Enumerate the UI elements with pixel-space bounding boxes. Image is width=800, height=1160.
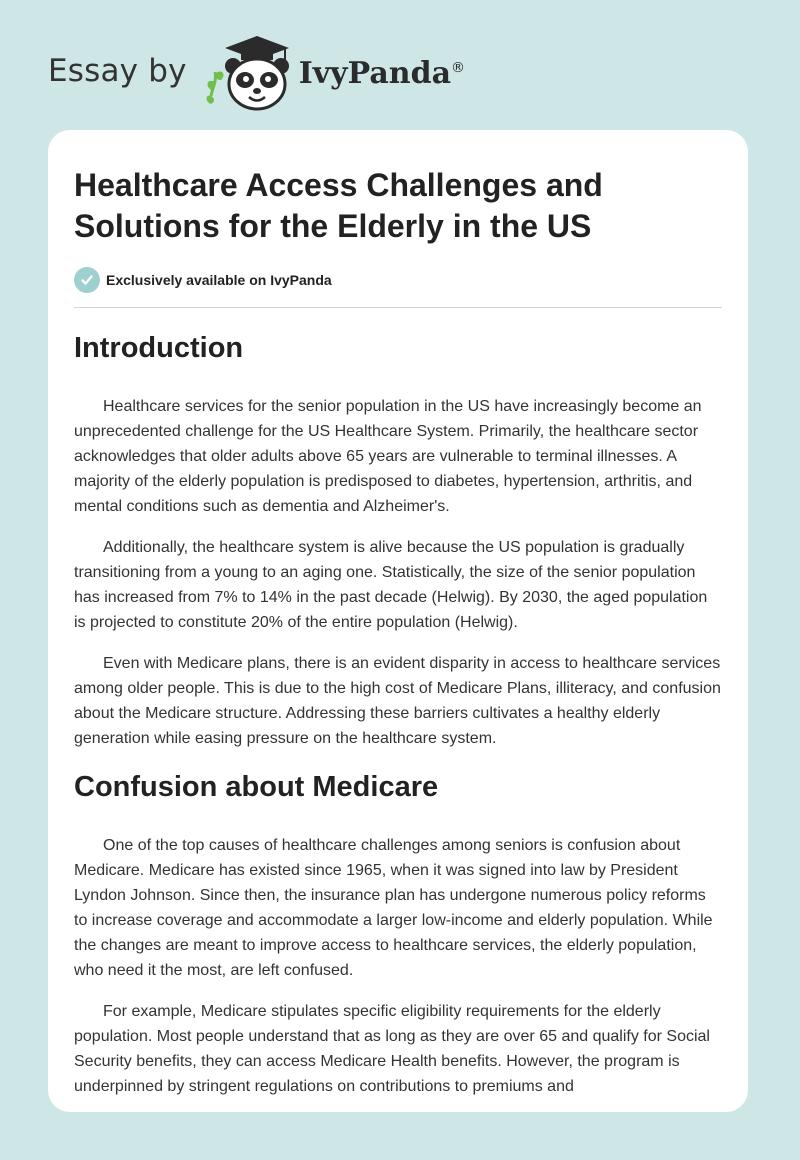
paragraph: Healthcare services for the senior population in the US have increasingly become an unprecedented challenge for the US Healthcare System. Primarily, the healthcare sector acknowledges that older adults above 65 years are vulnerable to terminal illnesses. A majority of the elderly population is predisposed to diabetes, hypertension, arthritis, and mental conditions such as dementia and Alzheimer's. [74, 398, 702, 515]
panda-logo-icon[interactable] [201, 34, 293, 114]
exclusive-badge [74, 267, 722, 293]
page-title [74, 165, 722, 247]
brand-text: IvyPanda [298, 55, 452, 91]
essay-by-label: Essay by [48, 53, 187, 89]
exclusive-label: Exclusively available on IvyPanda [106, 272, 332, 288]
registered-mark: ® [451, 59, 466, 76]
divider [74, 307, 722, 308]
paragraph: Even with Medicare plans, there is an evident disparity in access to healthcare services among older people. This is due to the high cost of Medicare Plans, illiteracy, and confusion about the Medicare structure. Addressing these barriers cultivates a healthy elderly generation while easing pressure on the healthcare system. [74, 655, 721, 747]
paragraph: For example, Medicare stipulates specific eligibility requirements for the elderly population. Most people understand that as long as they are over 65 and qualify for Social Security benefits, they can access Medicare Health benefits. However, the program is underpinned by stringent regulations on contributions to premiums and [74, 1003, 710, 1095]
site-header [48, 34, 465, 114]
title-line-1: Healthcare Access Challenges and [74, 167, 603, 203]
title-line-2: Solutions for the Elderly in the US [74, 208, 592, 244]
section-heading-introduction: Introduction [74, 332, 244, 364]
paragraph: Additionally, the healthcare system is alive because the US population is gradually transitioning from a young to an aging one. Statistically, the size of the senior population has increased from 7% to 14% in the past decade (Helwig). By 2030, the aged population is projected to constitute 20% of the entire population (Helwig). [74, 539, 708, 631]
paragraph: One of the top causes of healthcare challenges among seniors is confusion about Medicare. Medicare has existed since 1965, when it was signed into law by President Lyndon Johnson. Since then, the insurance plan has undergone numerous policy reforms to increase coverage and accommodate a larger low-income and elderly population. While the changes are meant to improve access to healthcare services, the elderly population, who need it the most, are left confused. [74, 837, 713, 979]
check-circle-icon [74, 267, 100, 293]
section-heading-confusion-about-medicare: Confusion about Medicare [74, 771, 439, 803]
brand-name[interactable] [299, 56, 465, 91]
essay-card [48, 130, 748, 1112]
